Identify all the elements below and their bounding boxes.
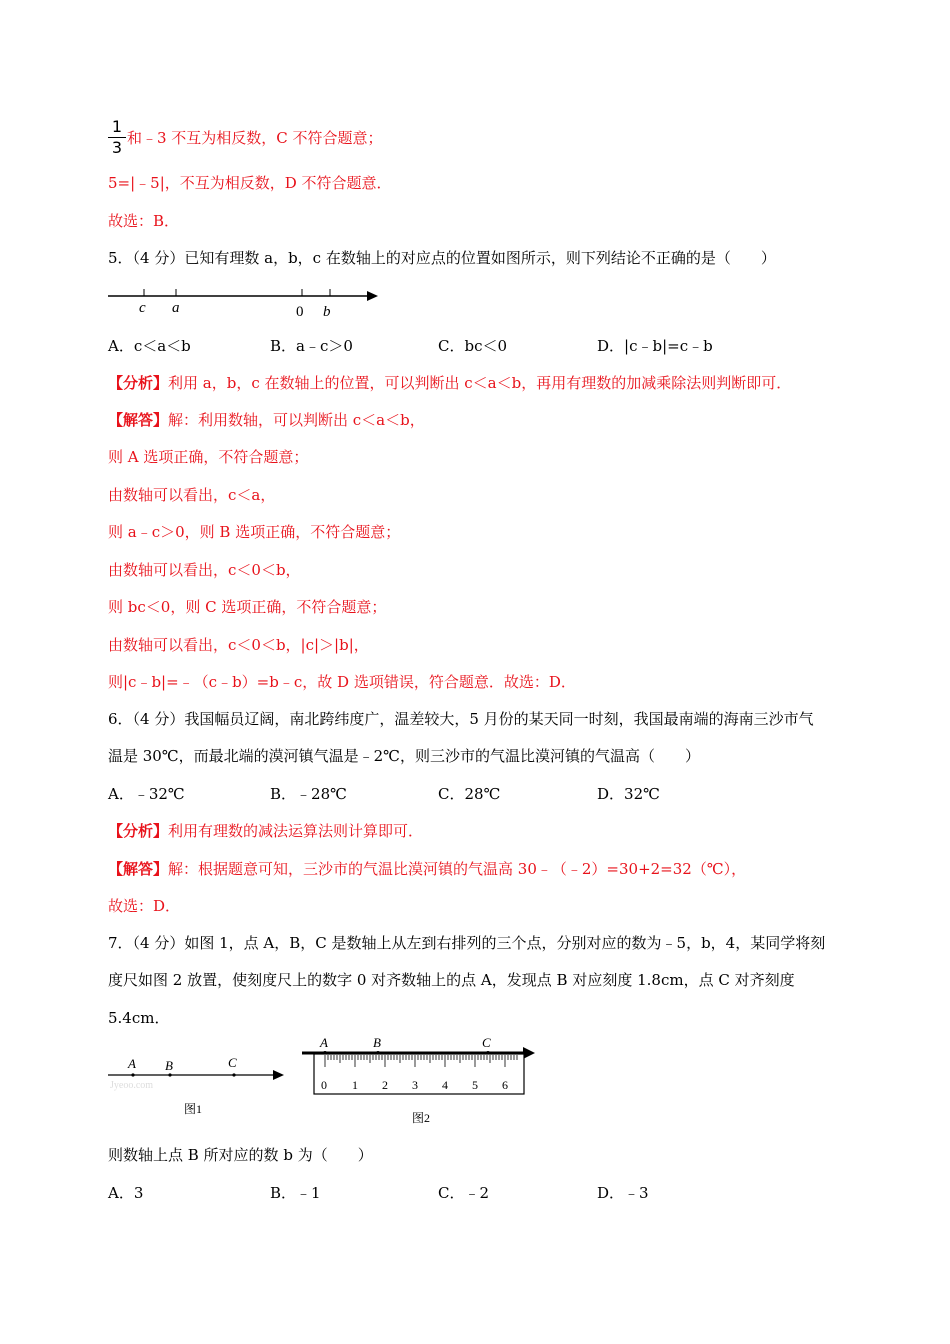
q5-number-line-figure [100, 280, 390, 322]
q7-stem-2: 度尺如图 2 放置，使刻度尺上的数字 0 对齐数轴上的点 A，发现点 B 对应刻度 1.8cm，点 C 对齐刻度 [108, 971, 795, 989]
q7-option-c[interactable]: C．﹣2 [438, 1184, 490, 1202]
q5-line-4: 由数轴可以看出，c＜0＜b， [108, 561, 301, 579]
label-zero: 0 [296, 304, 304, 320]
q7-stem-3: 5.4cm． [108, 1009, 170, 1027]
ruler-number-2: 2 [382, 1078, 388, 1092]
q7-option-a[interactable]: A．3 [108, 1184, 144, 1202]
q6-option-a[interactable]: A．﹣32℃ [108, 785, 185, 803]
ruler-number-6: 6 [502, 1078, 508, 1092]
q5-option-d[interactable]: D．|c﹣b|=c﹣b [597, 337, 713, 355]
label-b: b [323, 304, 331, 320]
q6-answer [108, 859, 746, 879]
ruler-number-0: 0 [321, 1078, 327, 1092]
q5-line-6: 由数轴可以看出，c＜0＜b，|c|＞|b|， [108, 636, 369, 654]
fig2-label-a: A [320, 1035, 328, 1050]
fig2-label-c: C [482, 1035, 491, 1050]
ruler-number-5: 5 [472, 1078, 478, 1092]
fig1-label-a: A [128, 1056, 136, 1071]
prev-line-2: 5=|﹣5|，不互为相反数，D 不符合题意． [108, 174, 392, 192]
q5-line-5: 则 bc＜0，则 C 选项正确，不符合题意； [108, 598, 387, 616]
q5-line-3: 则 a﹣c＞0，则 B 选项正确，不符合题意； [108, 523, 401, 541]
analysis-tag: 【分析】 [108, 822, 169, 840]
fig2-label-b: B [373, 1035, 381, 1050]
answer-text: 解：根据题意可知，三沙市的气温比漠河镇的气温高 30﹣（﹣2）=30+2=32（℃）， [168, 860, 747, 878]
q7-option-d[interactable]: D．﹣3 [597, 1184, 649, 1202]
ruler-number-1: 1 [352, 1078, 358, 1092]
q5-option-c[interactable]: C．bc＜0 [438, 337, 508, 355]
q7-question: 则数轴上点 B 所对应的数 b 为（ ） [108, 1146, 373, 1164]
q6-final: 故选：D． [108, 897, 181, 915]
fig1-point-c [232, 1073, 235, 1076]
q7-figure-1 [104, 1050, 289, 1125]
prev-line-1: 和﹣3 不互为相反数，C 不符合题意； [127, 129, 383, 147]
arrow-head-icon [523, 1047, 535, 1059]
fig2-caption: 图2 [412, 1111, 431, 1125]
arrow-head-icon [367, 291, 378, 301]
q6-option-d[interactable]: D．32℃ [597, 785, 660, 803]
analysis-text: 利用有理数的减法运算法则计算即可． [168, 822, 424, 840]
q5-option-b[interactable]: B．a﹣c＞0 [270, 337, 353, 355]
label-c: c [139, 300, 146, 316]
fraction-one-third [108, 118, 126, 157]
q7-stem-1: 7．（4 分）如图 1，点 A，B，C 是数轴上从左到右排列的三个点，分别对应的数为﹣5，b，4，某同学将刻 [108, 934, 826, 952]
q5-answer [108, 410, 425, 430]
analysis-tag: 【分析】 [108, 374, 169, 392]
label-a: a [172, 300, 180, 316]
q5-stem: 5．（4 分）已知有理数 a，b，c 在数轴上的对应点的位置如图所示，则下列结论不正确的是（ ） [108, 249, 776, 267]
answer-text: 解：利用数轴，可以判断出 c＜a＜b， [168, 411, 425, 429]
analysis-text: 利用 a，b，c 在数轴上的位置，可以判断出 c＜a＜b，再用有理数的加减乘除法则判断即可． [168, 374, 792, 392]
watermark: Jyeoo.com [110, 1080, 154, 1091]
arrow-head-icon [273, 1070, 284, 1080]
answer-tag: 【解答】 [108, 411, 169, 429]
ruler-body [314, 1054, 524, 1094]
fig1-caption: 图1 [184, 1102, 203, 1116]
fraction-numerator: 1 [111, 117, 123, 136]
q7-figure-2 [296, 1032, 541, 1132]
q5-analysis [108, 373, 791, 393]
fig1-point-a [131, 1073, 134, 1076]
q5-line-2: 由数轴可以看出，c＜a， [108, 486, 276, 504]
fig1-point-b [168, 1073, 171, 1076]
q7-option-b[interactable]: B．﹣1 [270, 1184, 321, 1202]
q6-option-b[interactable]: B．﹣28℃ [270, 785, 347, 803]
q6-stem-2: 温是 30℃，而最北端的漠河镇气温是﹣2℃，则三沙市的气温比漠河镇的气温高（ ） [108, 747, 700, 765]
fig1-label-b: B [165, 1058, 173, 1073]
q6-option-c[interactable]: C．28℃ [438, 785, 501, 803]
q5-option-a[interactable]: A．c＜a＜b [108, 337, 191, 355]
ruler-number-4: 4 [442, 1078, 448, 1092]
fraction-denominator: 3 [111, 138, 123, 157]
answer-tag: 【解答】 [108, 860, 169, 878]
q5-line-1: 则 A 选项正确，不符合题意； [108, 448, 309, 466]
q6-analysis [108, 821, 423, 841]
prev-line-3: 故选：B． [108, 212, 180, 230]
q6-stem-1: 6．（4 分）我国幅员辽阔，南北跨纬度广，温差较大，5 月份的某天同一时刻，我国最南端的海南三沙市气 [108, 710, 814, 728]
ruler-number-3: 3 [412, 1078, 418, 1092]
q5-line-7: 则|c﹣b|=﹣（c﹣b）=b﹣c，故 D 选项错误，符合题意．故选：D． [108, 673, 576, 691]
fig1-label-c: C [228, 1055, 237, 1070]
